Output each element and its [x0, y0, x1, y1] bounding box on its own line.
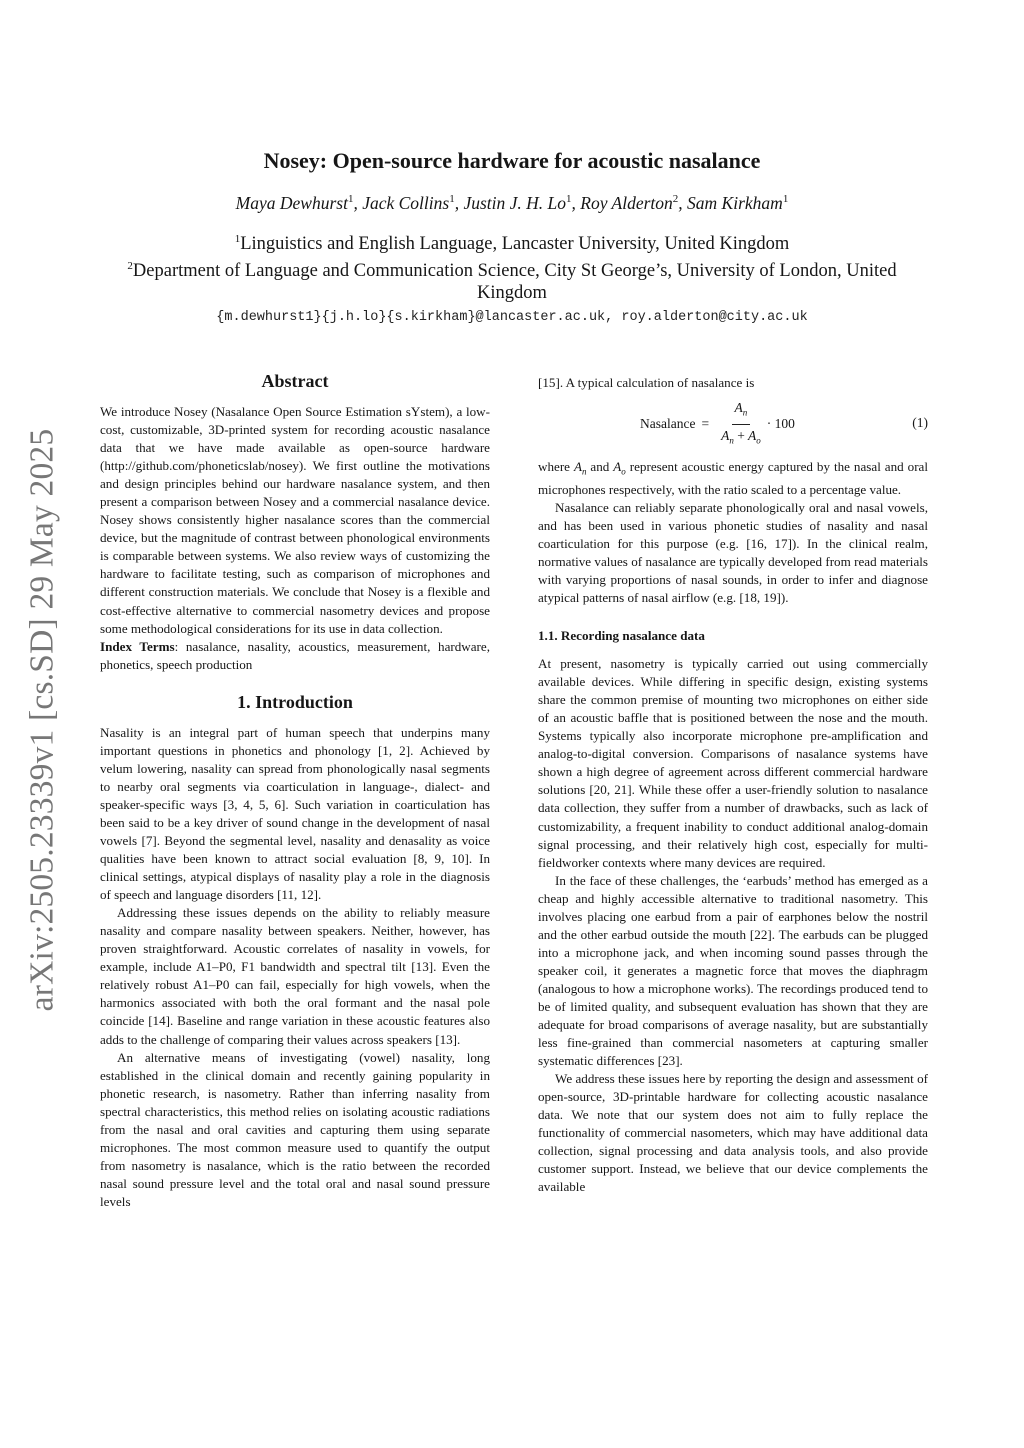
affiliation-text: Linguistics and English Language, Lancaster University, United Kingdom: [240, 234, 790, 255]
author-name: Roy Alderton: [580, 193, 673, 213]
equation-equals: =: [701, 416, 710, 432]
intro-paragraph: Nasality is an integral part of human speech that underpins many important questions in phonetics and phonology [1, 2]. Achieved by velum lowering, nasality can spread from phonologically nasal segments to nearby oral segments via coarticulation in language-, dialect- and speaker-specific ways [3, 4, 5, 6]. Such variation in coarticulation has been said to be a key driver of sound change in the development of nasal vowels [7]. Beyond the segmental level, nasality and denasality as voice qualities have been known to attract social evaluation [8, 9, 10]. In clinical settings, atypical displays of nasality play a role in the diagnosis of speech and language disorders [11, 12].: [100, 724, 490, 903]
equation-number: (1): [912, 415, 928, 431]
author-affiliation-mark: 2: [672, 193, 679, 206]
affiliation: [0, 255, 1024, 304]
intro-paragraph: An alternative means of investigating (vowel) nasality, long established in the clinical domain and recently gaining popularity in phonetic research, is nasometry. Rather than inferring nasality from spectral characteristics, this method relies on isolating acoustic radiations from the nasal and oral cavities and capturing them using separate microphones. The most common measure used to quantify the output from nasometry is nasalance, which is the ratio between the recorded nasal sound pressure level and the total oral and nasal sound pressure levels: [100, 1049, 490, 1209]
arxiv-identifier: arXiv:2505.23339v1 [cs.SD] 29 May 2025: [23, 428, 61, 1012]
body-paragraph: At present, nasometry is typically carried out using commercially available devices. While differing in specific design, existing systems share the common premise of mounting two microphones on either side of an acoustic baffle that is positioned between the nose and the mouth. Systems typically also incorporate microphone pre-amplification and analog-to-digital conversion. Comparisons of nasalance systems have shown a high degree of agreement across different commercial hardware solutions [20, 21]. While these offer a user-friendly solution to nasalance data collection, they suffer from a number of drawbacks, such as lack of customizability, a frequent inability to conduct additional analog-domain signal processing, and their relatively high cost, especially for multi-fieldworker contexts where many devices are required.: [538, 656, 928, 870]
abstract-body: We introduce Nosey (Nasalance Open Source Estimation sYstem), a low-cost, customizable, 3D-printed system for recording acoustic nasalance data that we have made available as open-source hardware (http://github.com/phoneticslab/nosey). We first outline the motivations and design principles behind our hardware nasalance system, and then present a comparison between Nosey and a commercial nasalance device. Nosey shows consistently higher nasalance scores than the commercial device, but the magnitude of contrast between phonological environments is comparable between systems. We also review ways of customizing the hardware to facilitate testing, such as comparison of microphones and different construction materials. We conclude that Nosey is a flexible and cost-effective alternative to commercial nasometry devices and propose some methodological considerations for its use in data collection.: [100, 404, 490, 636]
arxiv-identifier-sidebar: [20, 400, 64, 1040]
subsection-heading: 1.1. Recording nasalance data: [538, 628, 705, 644]
author-affiliation-mark: 1: [782, 193, 789, 206]
intro-paragraph: Addressing these issues depends on the ability to reliably measure nasality and compare nasality between speakers. Neither, however, has proven straightforward. Acoustic correlates of nasality in vowels, for example, include A1–P0, F1 bandwidth and spectral tilt [13]. Even the relatively robust A1–P0 can fail, especially for high vowels, when the harmonics associated with both the oral formant and the nasal pole coincide [14]. Baseline and range variation in these acoustic features also adds to the challenge of comparing their values across speakers [13].: [100, 905, 490, 1047]
author-name: Justin J. H. Lo: [463, 193, 567, 213]
nasalance-equation: [538, 396, 928, 452]
left-column: [100, 370, 490, 1211]
equation-lhs: Nasalance: [640, 416, 696, 432]
paper-title: Nosey: Open-source hardware for acoustic nasalance: [263, 148, 761, 173]
right-column: [538, 374, 928, 1196]
affiliation: [0, 228, 1024, 255]
author-affiliation-mark: 1: [566, 193, 572, 206]
introduction-heading: 1. Introduction: [237, 691, 353, 712]
author-affiliation-mark: 1: [347, 193, 354, 206]
body-paragraph: [15]. A typical calculation of nasalance is: [538, 375, 755, 390]
body-paragraph: In the face of these challenges, the ‘earbuds’ method has emerged as a cheap and highly accessible alternative to traditional nasometry. This involves placing one earbud from a pair of earphones below the nostril and the other earbud outside the mouth [22]. The earbuds can be plugged into a microphone jack, and when incoming sound passes through the speaker coil, it generates a magnetic force that moves the diaphragm (analogous to how a microphone works). The recordings produced tend to be of limited quality, and subsequent evaluation has shown that they are adequate for broad comparisons of average nasality, but are substantially less fine-grained than commercial nasometers at capturing smaller systematic differences [23].: [538, 872, 928, 1069]
index-terms-label: Index Terms: [100, 638, 175, 654]
symbol-ao: $A_o$: [613, 459, 626, 477]
affiliation-text: Department of Language and Communication Science, City St George’s, University of London, United Kingdom: [132, 261, 897, 304]
affiliation-list: [0, 228, 1024, 304]
index-terms: [100, 638, 490, 674]
author-name: Jack Collins: [362, 193, 450, 213]
symbol-an: $A_n$: [573, 459, 587, 477]
author-name: Sam Kirkham: [687, 193, 783, 213]
equation-fraction: [721, 399, 761, 449]
paper-header: [0, 148, 1024, 325]
equation-multiplier: · 100: [766, 416, 795, 432]
body-paragraph: where $A_n$ and $A_o$ represent acoustic energy captured by the nasal and oral microphones respectively, with the ratio scaled to a percentage value.: [538, 459, 929, 497]
body-paragraph: We address these issues here by reporting the design and assessment of open-source, 3D-printable hardware for collecting acoustic nasalance data. We note that our system does not aim to fully replace the functionality of commercial nasometers, which may have additional data collection, signal processing and data analysis tools, and also provide customer support. Instead, we believe that our device complements the available: [538, 1071, 928, 1195]
author-affiliation-mark: 1: [449, 193, 455, 206]
index-terms-text: : nasalance, nasality, acoustics, measurement, hardware, phonetics, speech production: [100, 638, 490, 672]
author-name: Maya Dewhurst: [235, 193, 348, 213]
body-paragraph: Nasalance can reliably separate phonologically oral and nasal vowels, and has been used in various phonetic studies of nasality and nasal coarticulation for this purpose (e.g. [16, 17]). In the clinical realm, normative values of nasalance are typically developed from read materials with varying proportions of nasal sounds, in order to infer and diagnose atypical patterns of nasal airflow (e.g. [18, 19]).: [538, 499, 928, 605]
equation-denominator: $A_n + A_o$: [721, 427, 761, 446]
affiliation-number: 2: [127, 260, 133, 273]
abstract-heading: Abstract: [261, 371, 329, 391]
equation-numerator: $A_n$: [732, 399, 751, 425]
affiliation-number: 1: [234, 233, 241, 245]
author-emails: {m.dewhurst1}{j.h.lo}{s.kirkham}@lancaster.ac.uk, roy.alderton@city.ac.uk: [216, 310, 808, 326]
author-list: Maya Dewhurst$^1$, Jack Collins$^1$, Justin J. H. Lo$^1$, Roy Alderton$^2$, Sam Kirkham$^1$: [235, 193, 789, 213]
